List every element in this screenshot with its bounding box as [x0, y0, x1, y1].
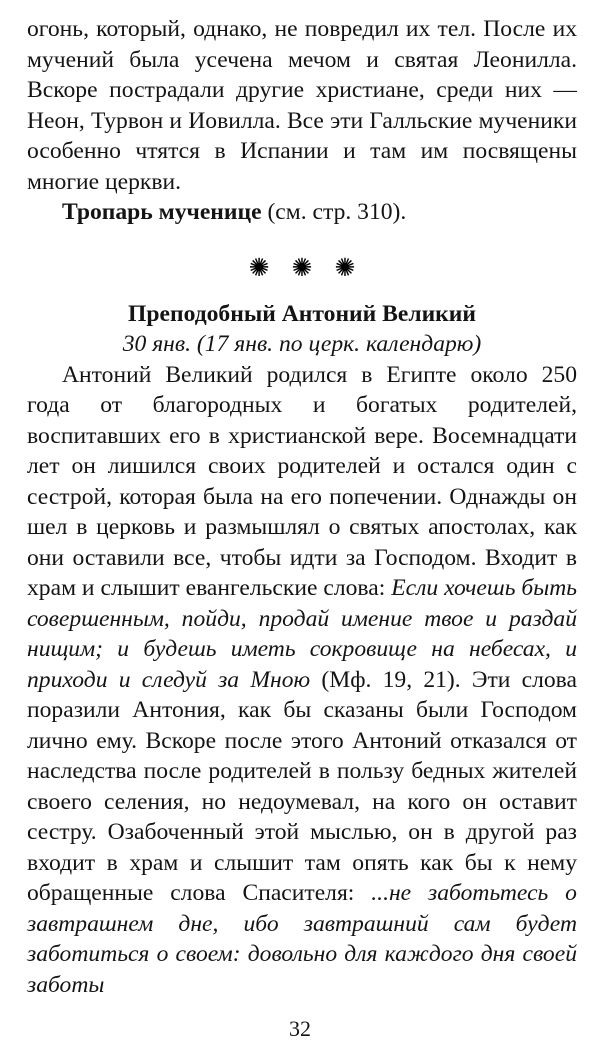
page-body [27, 14, 577, 1000]
gospel-quote-2: ...не заботьтесь о завтрашнем дне, ибо завтрашний сам будет заботиться о своем: довольно для каждого дня своей заботы [27, 880, 577, 998]
main-text-part1: Антоний Великий родился в Египте около 250 года от благородных и богатых родителей, воспитавших его в христианской вере. Восемнадцати лет он лишился своих родителей и остался один с сестрой, которая была на его попечении. Однажды он шел в церковь и размышлял о святых апостолах, как они оставили все, чтобы идти за Господом. Входит в храм и слышит евангельские слова: [27, 361, 577, 601]
ornament-icon: ✺ [291, 252, 335, 282]
ornament-icon: ✺ [248, 252, 292, 282]
saint-date: 30 янв. (17 янв. по церк. календарю) [122, 331, 482, 357]
ornament-icon: ✺ [334, 252, 378, 282]
troparion-line [27, 197, 577, 228]
intro-paragraph: огонь, который, однако, не повредил их тел. После их мучений была усечена мечом и святая Леонилла. Вскоре пострадали другие христиане, среди них — Неон, Турвон и Иовилла. Все эти Галльские мученики особенно чтятся в Испании и там им посвящены многие церкви. [27, 16, 577, 195]
main-paragraph [27, 360, 577, 1001]
page-number: 32 [289, 1016, 311, 1041]
saint-title: Преподобный Антоний Великий [128, 300, 476, 327]
main-text-part2: (Мф. 19, 21). Эти слова поразили Антония, как бы сказаны были Господом лично ему. Вскоре после этого Антоний отказался от наследства после родителей в пользу бедных жителей своего селения, но недоумевал, на кого он оставит сестру. Озабоченный этой мыслью, он в другой раз входит в храм и слышит там опять как бы к нему обращенные слова Спасителя: [27, 666, 577, 906]
troparion-label: Тропарь мученице [62, 199, 262, 225]
section-divider [27, 253, 577, 284]
troparion-reference: (см. стр. 310). [261, 199, 407, 225]
gospel-quote-1: Если хочешь быть совершенным, пойди, продай имение твое и раздай нищим; и будешь иметь сокровище на небесах, и приходи и следуй за Мною [27, 575, 578, 693]
